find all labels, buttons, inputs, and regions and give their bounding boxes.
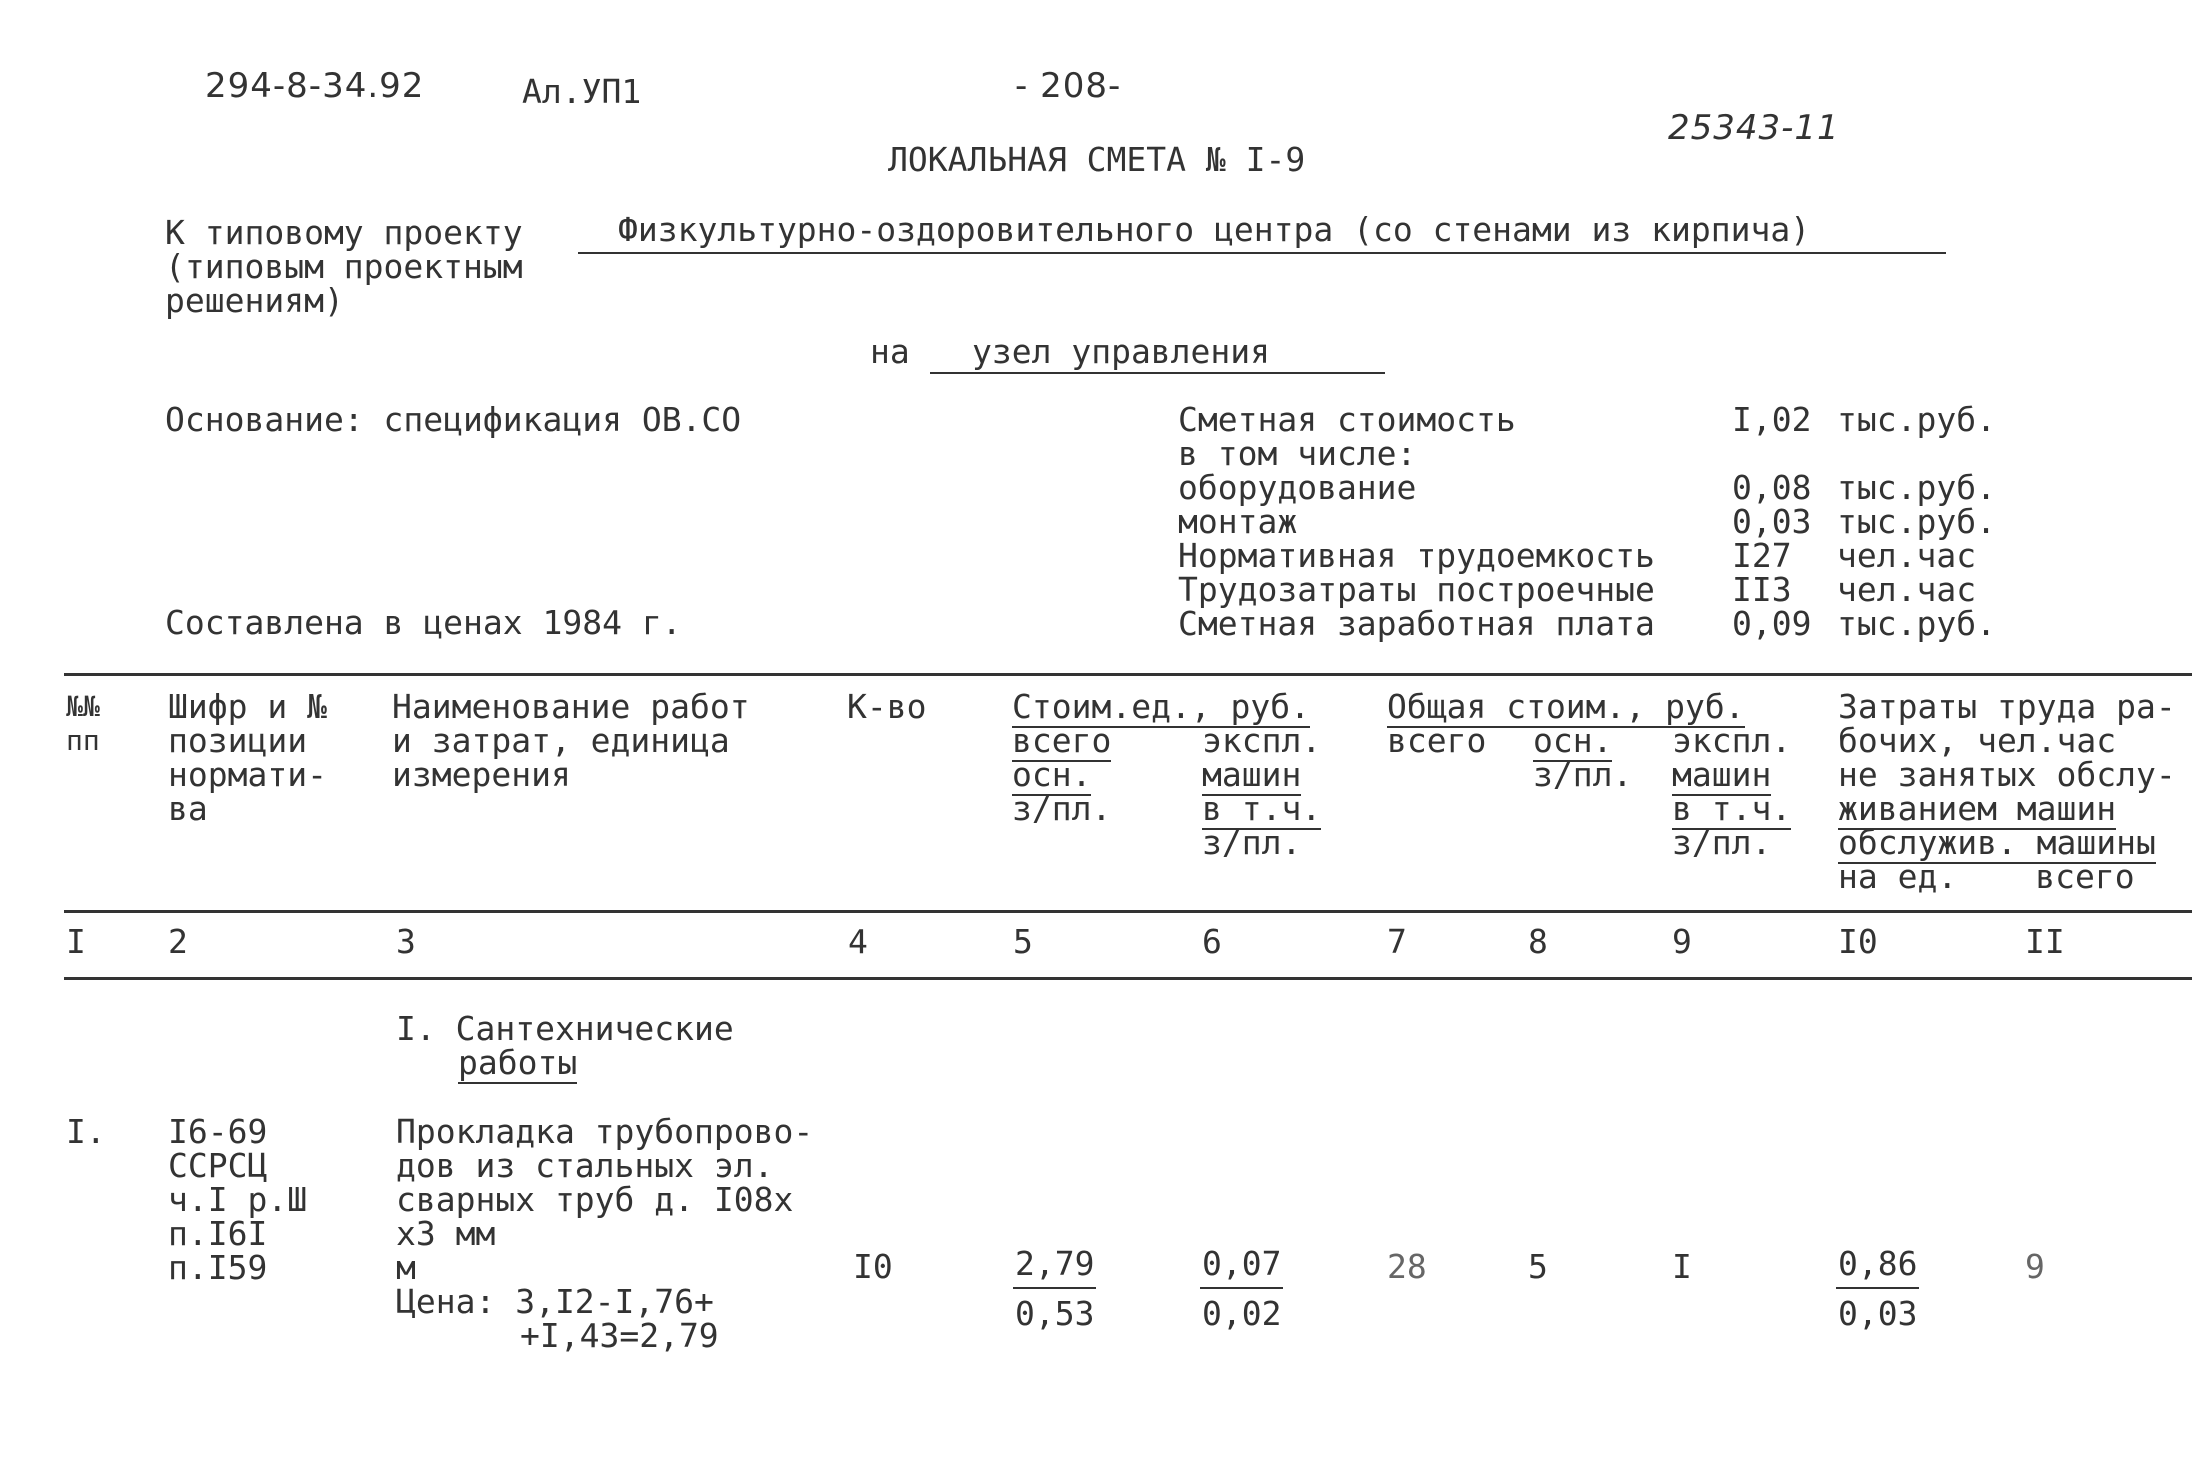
col-number-7: 7 [1387,922,1407,961]
col-number-9: 9 [1672,922,1692,961]
summary-values: I,02 0,08 0,03 I27 II3 0,09 [1732,400,1812,643]
row-labor-fraction: $\frac{0,86}{0,03}$ [1838,1244,1918,1333]
on-value: узел управления [972,332,1271,371]
row-unit-cost-fraction: $\frac{2,79}{0,53}$ [1015,1244,1095,1333]
col-header-unit-cost: Стоим.ед., руб. [1012,687,1311,726]
section-title: I. Сантехнические работы [396,1009,734,1082]
row-name: Прокладка трубопрово- дов из стальных эл. сварных труб д. I08х х3 мм м Цена: 3,I2-I,76+ +I,43=2,79 [396,1112,814,1355]
col-header-number: №№ пп [66,690,100,757]
on-label: на [870,332,910,371]
col-header-code: Шифр и № позиции нормати- ва [168,687,327,828]
project-name: Физкультурно-оздоровительного центра (со стенами из кирпича) [618,210,1811,249]
summary-labels: Сметная стоимость в том числе: оборудование монтаж Нормативная трудоемкость Трудозатраты построечные Сметная заработная плата [1178,400,1655,643]
row-code: I6-69 ССРСЦ ч.I р.Ш п.I6I п.I59 [168,1112,308,1287]
col-header-name: Наименование работ и затрат, единица измерения [392,687,750,794]
row-number: I. [66,1112,106,1151]
col-header-total-machines: экспл. машин в т.ч. з/пл. [1672,721,1792,862]
project-code: 294-8-34.92 [205,66,425,106]
project-label: К типовому проекту (типовым проектным решениям) [165,213,523,320]
table-numbers-rule [64,977,2192,980]
row-total: 28 [1387,1247,1427,1286]
col-number-5: 5 [1013,922,1033,961]
col-header-labor: Затраты труда ра- бочих, чел.час не занятых обслу- живанием машин обслужив. машины на ед. всего [1838,687,2176,896]
col-number-4: 4 [848,922,868,961]
col-header-total-wage: осн. з/пл. [1533,721,1633,794]
col-number-8: 8 [1528,922,1548,961]
col-header-unit-total: всего осн. з/пл. [1012,721,1112,828]
row-quantity: I0 [853,1247,893,1286]
album-label: Ал.УП1 [522,72,642,111]
basis-label: Основание: спецификация ОВ.СО [165,400,742,439]
row-total-machines: I [1672,1247,1692,1286]
row-unit-machines-fraction: $\frac{0,07}{0,02}$ [1202,1244,1282,1333]
prices-label: Составлена в ценах 1984 г. [165,603,682,642]
col-number-10: I0 [1838,922,1878,961]
row-labor-total: 9 [2025,1247,2045,1286]
col-number-2: 2 [168,922,188,961]
page-number: - 208- [1015,66,1122,106]
on-value-underline [930,372,1385,374]
row-total-wage: 5 [1528,1247,1548,1286]
col-header-total: всего [1387,721,1487,760]
col-number-6: 6 [1202,922,1222,961]
col-header-quantity: К-во [847,687,927,726]
project-name-underline [578,252,1946,254]
table-header-rule [64,910,2192,913]
document-title: ЛОКАЛЬНАЯ СМЕТА № I-9 [888,140,1306,179]
col-number-11: II [2025,922,2065,961]
summary-units: тыс.руб. тыс.руб. тыс.руб. чел.час чел.час тыс.руб. [1837,400,1996,643]
table-top-rule [64,673,2192,676]
col-number-3: 3 [396,922,416,961]
col-number-1: I [66,922,86,961]
document-number: 25343-11 [1668,108,1840,148]
col-header-total-cost: Общая стоим., руб. [1387,687,1745,726]
col-header-unit-machines: экспл. машин в т.ч. з/пл. [1202,721,1322,862]
